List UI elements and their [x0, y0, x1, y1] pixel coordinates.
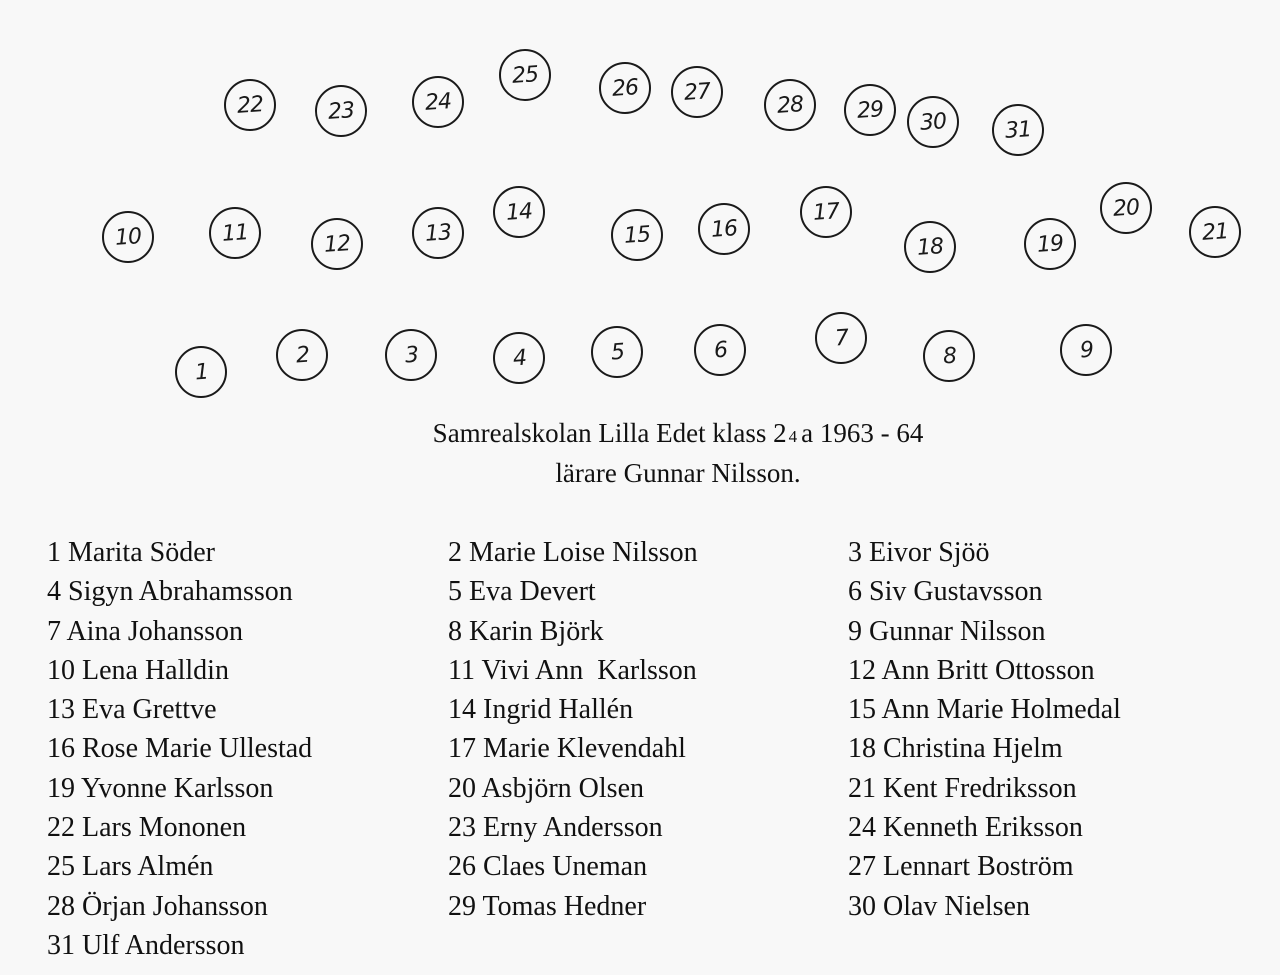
seat-number: 8: [941, 343, 957, 369]
seat-number: 29: [856, 96, 884, 124]
seat-number: 11: [221, 219, 249, 247]
roster-entry: 30 Olav Nielsen: [848, 890, 1030, 922]
seat-circle-1: [175, 346, 227, 398]
roster-entry: 27 Lennart Boström: [848, 851, 1074, 883]
roster-entry: 11 Vivi Ann Karlsson: [448, 654, 697, 686]
seat-number: 30: [919, 108, 947, 136]
roster-entry: 29 Tomas Hedner: [448, 890, 647, 922]
seat-circle-6: [694, 324, 746, 376]
seat-circle-17: [800, 186, 852, 238]
seat-number: 4: [511, 345, 527, 371]
seat-circle-22: [224, 79, 276, 131]
roster-entry: 16 Rose Marie Ullestad: [47, 733, 313, 765]
roster-entry: 2 Marie Loise Nilsson: [448, 537, 698, 568]
seat-number: 20: [1112, 194, 1140, 222]
seat-circle-4: [493, 332, 545, 384]
seat-number: 24: [424, 88, 452, 116]
roster-entry: 1 Marita Söder: [47, 537, 215, 568]
caption-school-text: Samrealskolan Lilla Edet klass 2: [432, 418, 787, 448]
seat-circle-27: [671, 66, 723, 118]
caption-class-subscript: 4: [788, 427, 798, 446]
caption-year-text: a 1963 - 64: [801, 418, 924, 448]
seat-circle-2: [276, 329, 328, 381]
seat-number: 25: [511, 61, 539, 89]
roster-entry: 4 Sigyn Abrahamsson: [47, 576, 293, 608]
seat-circle-19: [1024, 218, 1076, 270]
seat-number: 13: [424, 219, 452, 247]
seat-circle-14: [493, 186, 545, 238]
roster-entry: 21 Kent Fredriksson: [848, 772, 1077, 804]
seat-circle-3: [385, 329, 437, 381]
roster-entry: 12 Ann Britt Ottosson: [848, 654, 1095, 686]
roster-entry: 25 Lars Almén: [47, 851, 214, 883]
roster-entry: 28 Örjan Johansson: [47, 890, 268, 922]
roster-entry: 13 Eva Grettve: [47, 694, 217, 726]
seat-number: 6: [712, 337, 728, 363]
seating-chart: [0, 0, 1280, 420]
seat-circle-21: [1189, 206, 1241, 258]
roster-entry: 3 Eivor Sjöö: [848, 537, 990, 568]
roster-entry: 8 Karin Björk: [448, 615, 604, 647]
roster-entry: 22 Lars Mononen: [47, 812, 247, 844]
seat-circle-10: [102, 211, 154, 263]
seat-circle-31: [992, 104, 1044, 156]
seat-circle-26: [599, 62, 651, 114]
seat-number: 31: [1004, 116, 1032, 144]
seat-number: 16: [710, 215, 738, 243]
seat-circle-9: [1060, 324, 1112, 376]
roster-entry: 9 Gunnar Nilsson: [848, 615, 1046, 647]
roster-entry: 23 Erny Andersson: [448, 812, 663, 844]
roster-entry: 31 Ulf Andersson: [47, 929, 245, 961]
roster-entry: 18 Christina Hjelm: [848, 733, 1063, 765]
seat-circle-13: [412, 207, 464, 259]
seat-number: 3: [403, 342, 419, 368]
seat-circle-23: [315, 85, 367, 137]
seat-number: 23: [327, 97, 355, 125]
seat-circle-25: [499, 49, 551, 101]
roster-entry: 6 Siv Gustavsson: [848, 576, 1043, 608]
seat-number: 21: [1201, 218, 1229, 246]
roster-entry: 15 Ann Marie Holmedal: [848, 694, 1121, 726]
seat-number: 27: [683, 78, 711, 106]
seat-circle-18: [904, 221, 956, 273]
seat-circle-11: [209, 207, 261, 259]
roster-entry: 7 Aina Johansson: [47, 615, 243, 647]
seat-circle-24: [412, 76, 464, 128]
seat-number: 5: [609, 339, 625, 365]
seat-circle-8: [923, 330, 975, 382]
seat-circle-15: [611, 209, 663, 261]
seat-number: 22: [236, 91, 264, 119]
seat-circle-20: [1100, 182, 1152, 234]
roster-entry: 5 Eva Devert: [448, 576, 596, 608]
seat-number: 15: [623, 221, 651, 249]
roster-entry: 19 Yvonne Karlsson: [47, 772, 274, 804]
seat-number: 1: [193, 359, 209, 385]
seat-circle-16: [698, 203, 750, 255]
seat-number: 17: [812, 198, 840, 226]
roster-entry: 10 Lena Halldin: [47, 654, 229, 686]
seat-circle-29: [844, 84, 896, 136]
roster-entry: 17 Marie Klevendahl: [448, 733, 686, 765]
caption-line-teacher: lärare Gunnar Nilsson.: [555, 458, 801, 488]
roster-entry: 24 Kenneth Eriksson: [848, 812, 1083, 844]
caption-line-school: [0, 415, 1280, 455]
name-roster: [47, 533, 1277, 965]
seat-number: 7: [833, 325, 849, 351]
roster-entry: 14 Ingrid Hallén: [448, 694, 634, 726]
roster-entry: 20 Asbjörn Olsen: [448, 772, 644, 804]
seat-circle-12: [311, 218, 363, 270]
seat-circle-5: [591, 326, 643, 378]
seat-circle-28: [764, 79, 816, 131]
seat-number: 26: [611, 74, 639, 102]
roster-entry: 26 Claes Uneman: [448, 851, 648, 883]
seat-number: 19: [1036, 230, 1064, 258]
seat-circle-30: [907, 96, 959, 148]
seat-circle-7: [815, 312, 867, 364]
seat-number: 10: [114, 223, 142, 251]
seat-number: 28: [776, 91, 804, 119]
seat-number: 9: [1078, 337, 1094, 363]
seat-number: 12: [323, 230, 351, 258]
seat-number: 18: [916, 233, 944, 261]
photo-caption: [0, 415, 1280, 491]
seat-number: 2: [294, 342, 310, 368]
seat-number: 14: [505, 198, 533, 226]
